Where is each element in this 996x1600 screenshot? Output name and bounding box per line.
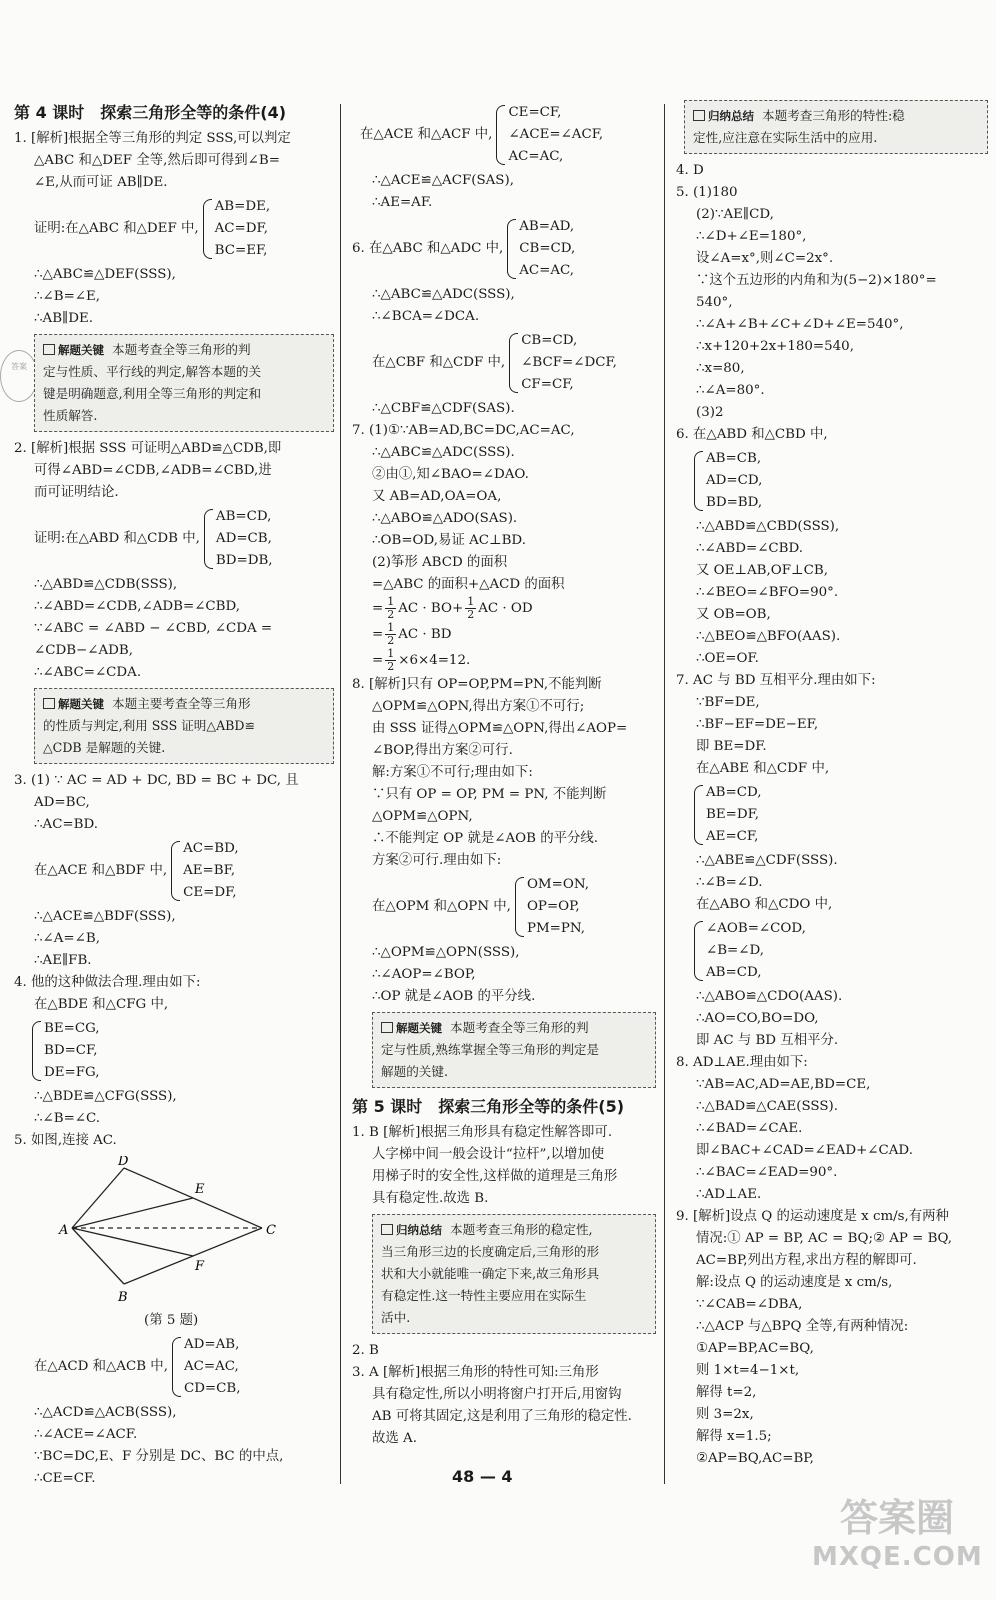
watermark-logo: 答案圈 MXQE.COM [812, 1496, 983, 1572]
column-divider-right [664, 104, 665, 1484]
text-line: ∴△ABC≌△ADC(SSS). [372, 445, 515, 460]
text-line: ∴∠A+∠B+∠C+∠D+∠E=540°, [696, 317, 904, 332]
text-line: (3)2 [696, 405, 724, 420]
text-line: ∴∠ABD=∠CDB,∠ADB=∠CBD, [34, 599, 241, 614]
text-line: ∵∠CAB=∠DBA, [696, 1297, 803, 1312]
text-line: ∴∠B=∠C. [34, 1111, 101, 1126]
text-line: ∴x=80, [696, 361, 745, 376]
text-line: ∴△ACE≌△BDF(SSS), [34, 909, 176, 924]
text-line: 3. A [解析]根据三角形的特性可知:三角形 [352, 1365, 599, 1380]
text-line: ∠E,从而可证 AB∥DE. [34, 175, 168, 190]
key-point-tag: 解题关键 [43, 343, 104, 357]
text-line: (2)筝形 ABCD 的面积 [372, 555, 508, 570]
figure-caption: (第 5 题) [144, 1313, 199, 1328]
text-line: 又 OB=OB, [696, 607, 771, 622]
text-line: ∴∠ABC=∠CDA. [34, 665, 142, 680]
text-line: ②AP=BQ,AC=BP, [696, 1451, 814, 1466]
system-row: AB=DE, [214, 199, 271, 214]
question-8 [352, 674, 658, 1088]
text-line: ∴△BAD≌△CAE(SSS). [696, 1099, 839, 1114]
segment-af [72, 1228, 193, 1256]
text-line: 8. AD⊥AE.理由如下: [676, 1055, 808, 1070]
column-3 [676, 100, 988, 1470]
lesson5-question-5 [676, 182, 988, 424]
segment-ae [72, 1198, 193, 1228]
text-line: AB 可将其固定,这是利用了三角形的稳定性. [372, 1409, 632, 1424]
lesson5-question-1 [352, 1122, 658, 1334]
text-line: ∴△ABD≌△CBD(SSS), [696, 519, 840, 534]
text-line: AC=BP,列出方程,求出方程的解即可. [696, 1253, 917, 1268]
text-line: ∴∠BCA=∠DCA. [372, 309, 480, 324]
label-icon [381, 1022, 393, 1033]
text-line: 可得∠ABD=∠CDB,∠ADB=∠CBD,进 [34, 463, 272, 478]
fraction: $\frac{1}{2}$ [387, 622, 395, 647]
text-line: 6. 在△ABD 和△CBD 中, [676, 427, 828, 442]
text-line: ∴△ACP 与△BPQ 全等,有两种情况: [696, 1319, 909, 1334]
question-7 [352, 420, 658, 674]
text-line: ∵AB=AC,AD=AE,BD=CE, [696, 1077, 871, 1092]
question-6 [352, 216, 658, 420]
condition-system: ∠AOB=∠COD, ∠B=∠D, AB=CD, [676, 918, 988, 984]
text-line: ∴CE=CF. [34, 1471, 96, 1486]
summary-box: 归纳总结 本题考查三角形的稳定性, 当三角形三边的长度确定后,三角形的形 状和大小就能唯一确定下来,故三角形具 有稳定性.这一特性主要应用在实际生 活中. [372, 1214, 656, 1334]
text-line: ②由①,知∠BAO=∠DAO. [372, 467, 529, 482]
fraction: $\frac{1}{2}$ [387, 596, 395, 621]
text-line: ∴∠BAD=∠CAE. [696, 1121, 803, 1136]
lesson-5-title: 第 5 课时 探索三角形全等的条件(5) [352, 1097, 625, 1116]
text-line: ∠BOP,得出方案②可行. [372, 743, 513, 758]
text-line: ∴△ABD≌△CDB(SSS), [34, 577, 178, 592]
text-line: ∴∠AOP=∠BOP, [372, 967, 476, 982]
text-line: ∴△CBF≌△CDF(SAS). [372, 401, 515, 416]
text-line: ∴△BEO≌△BFO(AAS). [696, 629, 841, 644]
condition-system: AB=CB, AD=CD, BD=BD, [676, 448, 988, 514]
brace-icon [172, 1337, 181, 1397]
condition-system: 证明:在△ABD 和△CDB 中, AB=CD, AD=CB, BD=DB, [34, 509, 273, 568]
fraction: $\frac{1}{2}$ [387, 648, 395, 673]
text-line: (2)∵AE∥CD, [696, 207, 774, 222]
text-line: 540°, [696, 295, 733, 310]
lesson5-question-6 [676, 424, 988, 670]
lesson5-question-9 [676, 1206, 988, 1470]
text-line: 设∠A=x°,则∠C=2x°. [696, 251, 834, 266]
text-line: 3. (1) ∵ AC = AD + DC, BD = BC + DC, 且 [14, 773, 299, 788]
condition-system: 在△ACE 和△ACF 中, CE=CF, ∠ACE=∠ACF, AC=AC, [360, 105, 604, 164]
label-icon [381, 1224, 393, 1235]
system-row: BC=EF, [214, 243, 268, 258]
key-point-box: 解题关键 本题主要考查全等三角形 的性质与判定,利用 SSS 证明△ABD≌ △CDB 是解题的关键. [34, 688, 334, 764]
text-line: 人字梯中间一般会设计“拉杆”,以增加使 [372, 1147, 605, 1162]
key-point-box: 解题关键 本题考查全等三角形的判 定与性质,熟练掌握全等三角形的判定是 解题的关键. [372, 1012, 656, 1088]
brace-icon [694, 451, 703, 511]
label-a: A [59, 1223, 69, 1238]
text-line: 1. B [解析]根据三角形具有稳定性解答即可. [352, 1125, 613, 1140]
key-point-box: 解题关键 本题考查全等三角形的判 定与性质、平行线的判定,解答本题的关 键是明确题意,利用全等三角形的判定和 性质解答. [34, 334, 334, 432]
text-line: ∴∠B=∠D. [696, 875, 763, 890]
text-line: 则 3=2x, [696, 1407, 754, 1422]
brace-icon [509, 333, 518, 393]
condition-system [14, 196, 336, 262]
lesson5-question-3 [352, 1362, 658, 1450]
text-line: ∴∠ABD=∠CBD. [696, 541, 804, 556]
text-line: 则 1×t=4−1×t, [696, 1363, 800, 1378]
condition-system: 在△ACE 和△BDF 中, AC=BD, AE=BF, CE=DF, [34, 841, 239, 900]
fraction: $\frac{1}{2}$ [467, 596, 475, 621]
column-2 [352, 100, 658, 1450]
text-line: ∴△ABC≌△ADC(SSS), [372, 287, 515, 302]
text-line: ∴∠ACE=∠ACF. [34, 1427, 138, 1442]
label-icon [43, 698, 55, 709]
text-line: ∴∠BAC=∠EAD=90°. [696, 1165, 838, 1180]
text-line: ∴△ABC≌△DEF(SSS), [34, 267, 176, 282]
text-line: 8. [解析]只有 OP=OP,PM=PN,不能判断 [352, 677, 602, 692]
box-line: 定与性质、平行线的判定,解答本题的关 [43, 364, 262, 379]
condition-system: 在△ACD 和△ACB 中, AD=AB, AC=AC, CD=CB, [34, 1337, 241, 1396]
text-line: 解:设点 Q 的运动速度是 x cm/s, [696, 1275, 893, 1290]
text-line: 在△ABE 和△CDF 中, [696, 761, 830, 776]
page-number: 48 — 4 [452, 1467, 513, 1486]
text-line: ∴△OPM≌△OPN(SSS), [372, 945, 520, 960]
brace-icon [171, 841, 180, 901]
area-formula-line: = $\frac{1}{2}$ AC · BD [372, 622, 452, 647]
label-e: E [195, 1182, 205, 1197]
text-line: ∴不能判定 OP 就是∠AOB 的平分线. [372, 831, 599, 846]
text-line: ①AP=BP,AC=BQ, [696, 1341, 814, 1356]
label-c: C [266, 1223, 276, 1238]
question-5 [14, 1130, 336, 1490]
text-line: ∴△ACE≌△ACF(SAS), [372, 173, 514, 188]
text-line: ∴x+120+2x+180=540, [696, 339, 854, 354]
text-line: =△ABC 的面积+△ACD 的面积 [372, 577, 565, 592]
question-1 [14, 128, 336, 432]
text-line: ∴△BDE≌△CFG(SSS), [34, 1089, 177, 1104]
lesson5-question-8 [676, 1052, 988, 1206]
area-formula-line: = $\frac{1}{2}$ AC · BO+ $\frac{1}{2}$ AC · OD [372, 596, 533, 621]
label-icon [43, 344, 55, 355]
brace-icon [507, 219, 516, 279]
text-line: ∴AB∥DE. [34, 311, 93, 326]
text-line: 在△BDE 和△CFG 中, [34, 997, 169, 1012]
text-line: ∴OE=OF. [696, 651, 759, 666]
segment-ab [72, 1228, 124, 1284]
summary-box: 归纳总结 本题考查三角形的特性:稳 定性,应注意在实际生活中的应用. [684, 100, 988, 154]
lesson5-question-4: 4. D [676, 163, 704, 178]
text-line: △OPM≌△OPN, [372, 809, 473, 824]
text-line: ∴OP 就是∠AOB 的平分线. [372, 989, 536, 1004]
text-line: 具有稳定性.故选 B. [372, 1191, 489, 1206]
brace-icon [496, 105, 505, 165]
text-line: 5. (1)180 [676, 185, 738, 200]
label-icon [693, 110, 705, 121]
box-line: 键是明确题意,利用全等三角形的判定和 [43, 386, 262, 401]
text-line: 7. (1)①∵AB=AD,BC=DC,AC=AC, [352, 423, 575, 438]
condition-system: 在△CBF 和△CDF 中, CB=CD, ∠BCF=∠DCF, CF=CF, [372, 333, 617, 392]
stamp-mark: 答案 [0, 350, 38, 402]
text-line: 解:方案①不可行;理由如下: [372, 765, 533, 780]
text-line: AD=BC, [34, 795, 90, 810]
label-d: D [118, 1156, 129, 1169]
text-line: ∴△ABO≌△ADO(SAS). [372, 511, 518, 526]
text-line: △OPM≌△OPN,得出方案①不可行; [372, 699, 585, 714]
text-line: 在△ABO 和△CDO 中, [696, 897, 833, 912]
text-line: 即∠BAC+∠CAD=∠EAD+∠CAD. [696, 1143, 913, 1158]
text-line: ∴△ABO≌△CDO(AAS). [696, 989, 843, 1004]
text-line: 7. AC 与 BD 互相平分.理由如下: [676, 673, 876, 688]
text-line: ∴AC=BD. [34, 817, 99, 832]
text-line: 具有稳定性,所以小明将窗户打开后,用窗钩 [372, 1387, 622, 1402]
brace-icon [694, 921, 703, 981]
label-f: F [195, 1259, 205, 1274]
label-b: B [118, 1290, 128, 1305]
segment-ad [72, 1168, 124, 1228]
text-line: 解得 t=2, [696, 1385, 757, 1400]
column-1 [14, 100, 336, 1490]
lesson5-question-7 [676, 670, 988, 1052]
text-line: 而可证明结论. [34, 485, 119, 500]
brace-icon [515, 877, 524, 937]
text-line: △ABC 和△DEF 全等,然后即可得到∠B= [34, 153, 280, 168]
box-line: 性质解答. [43, 408, 98, 423]
text-line: ∴∠A=∠B, [34, 931, 100, 946]
text-line: ∵BF=DE, [696, 695, 760, 710]
brace-icon [203, 199, 212, 259]
text-line: ∴∠A=80°. [696, 383, 765, 398]
text-line: ∴∠BEO=∠BFO=90°. [696, 585, 839, 600]
column-divider-left [340, 104, 341, 1484]
text-line: 方案②可行.理由如下: [372, 853, 502, 868]
text-line: 2. [解析]根据 SSS 可证明△ABD≌△CDB,即 [14, 441, 282, 456]
text-line: 故选 A. [372, 1431, 417, 1446]
text-line: ∴△ABE≌△CDF(SSS). [696, 853, 838, 868]
question-4 [14, 972, 336, 1130]
brace-icon [32, 1021, 41, 1081]
text-line: 9. [解析]设点 Q 的运动速度是 x cm/s,有两种 [676, 1209, 949, 1224]
text-line: 用梯子时的安全性,这样做的道理是三角形 [372, 1169, 618, 1184]
text-line: 又 AB=AD,OA=OA, [372, 489, 502, 504]
condition-system: 在△OPM 和△OPN 中, OM=ON, OP=OP, PM=PN, [372, 877, 589, 936]
text-line: ∴BF−EF=DE−EF, [696, 717, 819, 732]
condition-system: 6. 在△ABC 和△ADC 中, AB=AD, CB=CD, AC=AC, [352, 219, 576, 278]
text-line: 解得 x=1.5; [696, 1429, 772, 1444]
area-formula-line: = $\frac{1}{2}$ ×6×4=12. [372, 648, 471, 673]
text-line: ∴AE∥FB. [34, 953, 92, 968]
text-line: 4. 他的这种做法合理.理由如下: [14, 975, 201, 990]
condition-system: AB=CD, BE=DF, AE=CF, [676, 782, 988, 848]
text-line: ∴AD⊥AE. [696, 1187, 762, 1202]
text-line: 又 OE⊥AB,OF⊥CB, [696, 563, 828, 578]
text-line: ∵∠ABC = ∠ABD − ∠CBD, ∠CDA = [34, 621, 273, 636]
text-line: ∴∠B=∠E, [34, 289, 101, 304]
lesson5-question-2: 2. B [352, 1343, 379, 1358]
question-3 [14, 770, 336, 972]
brace-icon [694, 785, 703, 845]
text-line: 情况:① AP = BP, AC = BQ;② AP = BQ, [696, 1231, 953, 1246]
text-line: 即 AC 与 BD 互相平分. [696, 1033, 839, 1048]
condition-system: BE=CG, BD=CF, DE=FG, [14, 1018, 336, 1084]
text-line: ∴AO=CO,BO=DO, [696, 1011, 819, 1026]
text-line: ∴△ACD≌△ACB(SSS), [34, 1405, 177, 1420]
system-row: AC=DF, [214, 221, 268, 236]
geometry-figure [54, 1156, 284, 1306]
text-line: ∵BC=DC,E、F 分别是 DC、BC 的中点, [34, 1449, 284, 1464]
text-line: ∴OB=OD,易证 AC⊥BD. [372, 533, 526, 548]
text-line: 即 BE=DF. [696, 739, 767, 754]
text-line: ∴AE=AF. [372, 195, 433, 210]
brace-icon [204, 509, 213, 569]
text-line: ∵只有 OP = OP, PM = PN, 不能判断 [372, 787, 607, 802]
text-line: ∴∠D+∠E=180°, [696, 229, 807, 244]
text-line: ∵这个五边形的内角和为(5−2)×180°= [696, 273, 937, 288]
text-line: 由 SSS 证得△OPM≌△OPN,得出∠AOP= [372, 721, 628, 736]
text-line: ∠CDB−∠ADB, [34, 643, 133, 658]
lesson-4-title: 第 4 课时 探索三角形全等的条件(4) [14, 103, 287, 122]
text-line: 5. 如图,连接 AC. [14, 1133, 117, 1148]
system-lead: 证明:在△ABC 和△DEF 中, [34, 221, 199, 236]
text-line: 1. [解析]根据全等三角形的判定 SSS,可以判定 [14, 131, 291, 146]
question-2 [14, 438, 336, 764]
question-5-continued [352, 102, 658, 214]
